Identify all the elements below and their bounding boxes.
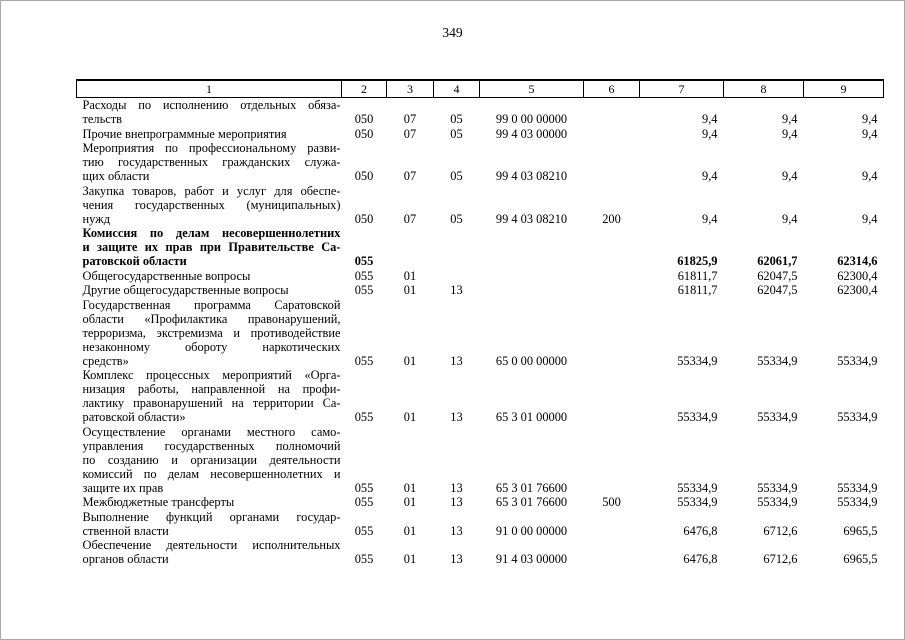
row-amount-year3: 6965,5 (843, 552, 878, 566)
row-target-article-code (480, 283, 584, 298)
row-amount-year1: 61825,9 (677, 254, 718, 268)
row-subsection-code: 13 (450, 523, 463, 538)
row-amount-year3: 62300,4 (837, 268, 878, 283)
row-section-code: 01 (403, 552, 417, 566)
row-amount-year3: 62314,6 (837, 254, 878, 268)
row-amount-year3: 9,4 (862, 112, 878, 126)
header-col-6: 6 (584, 80, 640, 97)
row-target-article-code (480, 226, 584, 269)
row-amount-year1: 55334,9 (677, 495, 718, 509)
table-row (77, 126, 884, 141)
table-row (77, 268, 884, 283)
table-row (77, 509, 884, 538)
row-amount-year3: 9,4 (862, 126, 878, 141)
row-name-line: лактику правонарушений на территории Са- (82, 396, 341, 410)
row-amount-year2: 9,4 (782, 112, 798, 126)
row-name-cell (77, 509, 342, 538)
header-col-1: 1 (77, 80, 342, 97)
row-amount-year1: 9,4 (702, 112, 718, 126)
row-grbs-code: 055 (354, 495, 374, 509)
row-section-code: 01 (403, 480, 417, 495)
row-section-code: 07 (403, 126, 417, 141)
row-name-cell (77, 268, 342, 283)
row-subsection-code: 13 (450, 283, 463, 297)
row-amount-year3: 55334,9 (837, 353, 878, 368)
row-subsection-code (434, 226, 480, 269)
header-col-3: 3 (387, 80, 434, 97)
row-name-line: и защите их прав при Правительстве Са- (82, 240, 341, 254)
row-name-line: защите их прав (82, 480, 164, 495)
row-grbs-code: 050 (354, 126, 374, 141)
row-target-article-code: 91 0 00 00000 (495, 523, 568, 538)
row-name-line: ственной власти (82, 523, 169, 538)
row-subsection-code: 13 (450, 410, 463, 424)
row-name-line: Осуществление органами местного само- (82, 424, 341, 439)
row-section-code: 07 (403, 112, 417, 126)
row-amount-year2: 55334,9 (757, 410, 798, 424)
row-name-line: Обеспечение деятельности исполнительных (82, 538, 341, 552)
budget-table (76, 79, 884, 566)
row-name-line: Государственная программа Саратовской (82, 297, 341, 312)
row-section-code: 01 (403, 410, 417, 424)
row-grbs-code: 050 (354, 169, 374, 183)
row-amount-year1: 9,4 (702, 211, 718, 226)
row-expense-type-code (584, 97, 640, 126)
row-name-line: Межбюджетные трансферты (82, 495, 235, 509)
row-name-cell (77, 183, 342, 226)
row-name-line: Расходы по исполнению отдельных обяза- (82, 98, 341, 112)
row-expense-type-code (584, 424, 640, 495)
row-grbs-code: 055 (354, 353, 374, 368)
row-section-code: 01 (403, 523, 417, 538)
row-amount-year2: 62047,5 (757, 268, 798, 283)
row-section-code: 07 (403, 211, 417, 226)
row-grbs-code: 055 (354, 480, 374, 495)
row-subsection-code: 05 (450, 169, 463, 183)
row-amount-year1: 6476,8 (683, 552, 718, 566)
row-amount-year3: 55334,9 (837, 480, 878, 495)
row-subsection-code: 05 (450, 126, 463, 141)
row-subsection-code: 13 (450, 353, 463, 368)
row-amount-year1: 61811,7 (677, 283, 718, 297)
row-amount-year3: 55334,9 (837, 495, 878, 509)
row-grbs-code: 050 (354, 112, 374, 126)
row-name-line: незаконному обороту наркотических (82, 339, 341, 354)
row-name-line: Мероприятия по профессиональному разви- (82, 141, 341, 155)
row-amount-year2: 9,4 (782, 169, 798, 183)
row-name-cell (77, 97, 342, 126)
row-amount-year2: 62047,5 (757, 283, 798, 297)
row-subsection-code (434, 268, 480, 283)
row-name-line: области «Профилактика правонарушений, (82, 311, 341, 326)
row-section-code: 07 (403, 169, 417, 183)
row-name-cell (77, 297, 342, 368)
row-target-article-code: 65 0 00 00000 (495, 353, 568, 368)
row-name-line: тельств (82, 112, 123, 126)
row-amount-year2: 6712,6 (763, 552, 798, 566)
table-row (77, 141, 884, 184)
row-name-line: ратовской области (82, 254, 187, 268)
table-row (77, 495, 884, 510)
row-target-article-code: 65 3 01 76600 (495, 495, 568, 509)
row-name-cell (77, 141, 342, 184)
row-name-line: Прочие внепрограммные мероприятия (82, 126, 287, 141)
row-amount-year3: 6965,5 (843, 523, 878, 538)
row-name-line: нужд (82, 211, 111, 226)
row-amount-year2: 55334,9 (757, 480, 798, 495)
row-name-line: по созданию и организации деятельности (82, 452, 341, 467)
header-col-2: 2 (342, 80, 387, 97)
row-expense-type-code (584, 297, 640, 368)
table-row (77, 424, 884, 495)
row-grbs-code: 055 (354, 552, 374, 566)
row-section-code (387, 226, 434, 269)
row-name-cell (77, 424, 342, 495)
row-grbs-code: 055 (354, 410, 374, 424)
row-amount-year1: 61811,7 (677, 268, 718, 283)
row-name-line: терроризма, экстремизма и противодействие (82, 325, 341, 340)
row-section-code: 01 (403, 495, 417, 509)
row-expense-type-code (584, 368, 640, 425)
table-header-row (77, 80, 884, 97)
row-amount-year3: 9,4 (862, 169, 878, 183)
row-name-line: комиссий по делам несовершеннолетних и (82, 466, 341, 481)
row-name-line: органов области (82, 552, 169, 566)
row-name-line: Другие общегосударственные вопросы (82, 283, 289, 297)
row-expense-type-code (584, 226, 640, 269)
row-section-code: 01 (403, 283, 417, 297)
row-target-article-code: 99 4 03 08210 (495, 169, 568, 183)
row-expense-type-code (584, 141, 640, 184)
header-col-8: 8 (724, 80, 804, 97)
row-target-article-code: 65 3 01 76600 (495, 480, 568, 495)
row-name-line: щих области (82, 169, 150, 183)
row-name-line: Комиссия по делам несовершеннолетних (82, 226, 341, 240)
row-subsection-code: 13 (450, 480, 463, 495)
row-grbs-code: 055 (354, 523, 374, 538)
row-name-cell (77, 126, 342, 141)
row-section-code: 01 (403, 268, 417, 283)
row-amount-year2: 9,4 (782, 211, 798, 226)
row-name-cell (77, 283, 342, 298)
row-name-cell (77, 368, 342, 425)
table-body (77, 97, 884, 566)
header-col-5: 5 (480, 80, 584, 97)
row-name-line: Закупка товаров, работ и услуг для обеспе- (82, 183, 341, 198)
row-grbs-code: 050 (354, 211, 374, 226)
row-expense-type-code (584, 509, 640, 538)
row-amount-year1: 9,4 (702, 126, 718, 141)
header-col-4: 4 (434, 80, 480, 97)
row-name-line: средств» (82, 353, 129, 368)
row-name-line: Общегосударственные вопросы (82, 268, 251, 283)
row-amount-year2: 55334,9 (757, 353, 798, 368)
row-subsection-code: 13 (450, 552, 463, 566)
row-subsection-code: 05 (450, 112, 463, 126)
row-expense-type-code (584, 283, 640, 298)
table-row (77, 368, 884, 425)
row-section-code: 01 (403, 353, 417, 368)
row-name-cell (77, 226, 342, 269)
row-expense-type-code (584, 126, 640, 141)
row-amount-year3: 9,4 (862, 211, 878, 226)
row-amount-year1: 9,4 (702, 169, 718, 183)
row-subsection-code: 13 (450, 495, 463, 509)
row-name-line: низация работы, направленной на профи- (82, 382, 341, 396)
row-grbs-code: 055 (354, 254, 374, 268)
row-amount-year1: 6476,8 (683, 523, 718, 538)
row-name-line: тию государственных гражданских служа- (82, 155, 341, 169)
row-amount-year1: 55334,9 (677, 480, 718, 495)
row-target-article-code: 99 4 03 00000 (495, 126, 568, 141)
row-expense-type-code: 200 (602, 211, 621, 226)
row-target-article-code: 99 0 00 00000 (495, 112, 568, 126)
row-name-cell (77, 495, 342, 510)
row-amount-year2: 62061,7 (757, 254, 798, 268)
row-amount-year2: 9,4 (782, 126, 798, 141)
row-amount-year1: 55334,9 (677, 410, 718, 424)
row-grbs-code: 055 (354, 283, 374, 297)
row-target-article-code (480, 268, 584, 283)
row-amount-year3: 62300,4 (837, 283, 878, 297)
row-name-line: ратовской области» (82, 410, 186, 424)
table-row (77, 538, 884, 567)
row-expense-type-code (584, 268, 640, 283)
table-row (77, 297, 884, 368)
row-name-line: чения государственных (муниципальных) (82, 197, 341, 212)
row-expense-type-code (584, 538, 640, 567)
row-expense-type-code: 500 (602, 495, 621, 509)
header-col-9: 9 (804, 80, 884, 97)
table-row (77, 97, 884, 126)
table-row (77, 226, 884, 269)
row-target-article-code: 99 4 03 08210 (495, 211, 568, 226)
row-name-line: управления государственных полномочий (82, 438, 341, 453)
row-amount-year2: 55334,9 (757, 495, 798, 509)
row-target-article-code: 91 4 03 00000 (495, 552, 568, 566)
row-name-line: Выполнение функций органами государ- (82, 509, 341, 524)
row-amount-year2: 6712,6 (763, 523, 798, 538)
table-row (77, 183, 884, 226)
row-name-line: Комплекс процессных мероприятий «Орга- (82, 368, 341, 382)
row-subsection-code: 05 (450, 211, 463, 226)
header-col-7: 7 (640, 80, 724, 97)
row-name-cell (77, 538, 342, 567)
page-number: 349 (442, 25, 463, 40)
row-amount-year3: 55334,9 (837, 410, 878, 424)
table-row (77, 283, 884, 298)
row-target-article-code: 65 3 01 00000 (495, 410, 568, 424)
row-grbs-code: 055 (354, 268, 374, 283)
row-amount-year1: 55334,9 (677, 353, 718, 368)
